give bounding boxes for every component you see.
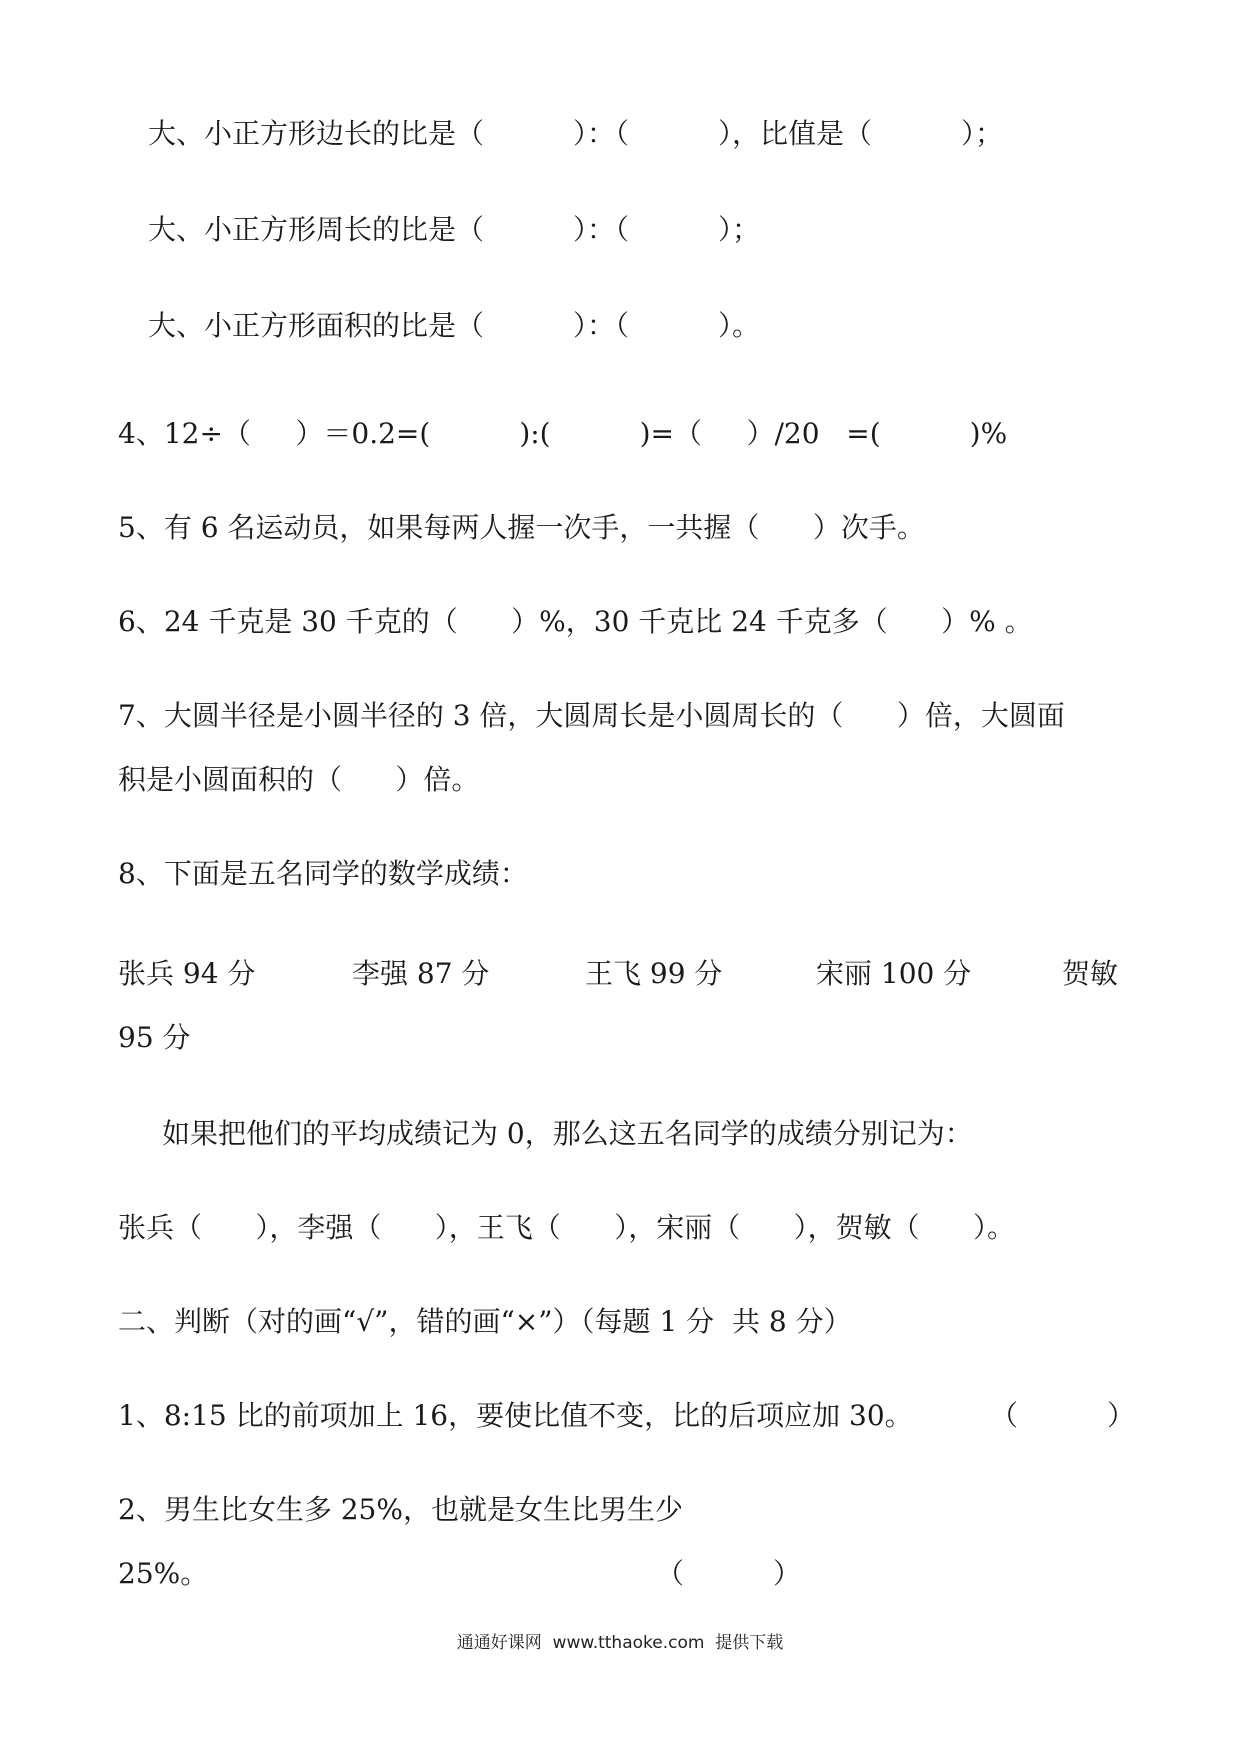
judge-item-1-answer-blank: （ ） xyxy=(990,1399,1136,1432)
q8-score: 王飞 99 分 xyxy=(585,957,723,990)
q7-line-a: 7、大圆半径是小圆半径的 3 倍，大圆周长是小圆周长的（ ）倍，大圆面 xyxy=(118,699,1065,732)
q6: 6、24 千克是 30 千克的（ ）%，30 千克比 24 千克多（ ）% 。 xyxy=(118,605,1033,638)
q8-intro: 8、下面是五名同学的数学成绩： xyxy=(118,857,528,890)
judge-item-2-line-b: 25%。 xyxy=(118,1557,209,1590)
q8-score: 张兵 94 分 xyxy=(118,957,256,990)
q4: 4、12÷（ ）＝0.2=( ):( )=（ ）/20 =( )% xyxy=(118,417,1008,450)
footer-credit: 通通好课网 www.tthaoke.com 提供下载 xyxy=(456,1633,784,1653)
q8-score: 李强 87 分 xyxy=(352,957,490,990)
q5: 5、有 6 名运动员，如果每两人握一次手，一共握（ ）次手。 xyxy=(118,511,925,544)
q3-area-ratio: 大、小正方形面积的比是（ ）：（ ）。 xyxy=(148,309,761,342)
q8-score-wrap: 95 分 xyxy=(118,1021,191,1054)
judge-item-2-answer-blank: （ ） xyxy=(656,1557,802,1590)
q8-instruction: 如果把他们的平均成绩记为 0，那么这五名同学的成绩分别记为： xyxy=(162,1117,973,1150)
q8-score: 宋丽 100 分 xyxy=(816,957,972,990)
q8-score: 贺敏 xyxy=(1062,957,1119,990)
q3-perimeter-ratio: 大、小正方形周长的比是（ ）：（ ）； xyxy=(148,213,761,246)
judge-item-2-line-a: 2、男生比女生多 25%，也就是女生比男生少 xyxy=(118,1493,683,1526)
q3-side-ratio: 大、小正方形边长的比是（ ）：（ ），比值是（ ）； xyxy=(148,117,1004,150)
q8-answer-blanks: 张兵（ ），李强（ ），王飞（ ），宋丽（ ），贺敏（ ）。 xyxy=(118,1211,1016,1244)
q7-line-b: 积是小圆面积的（ ）倍。 xyxy=(118,763,480,796)
judge-item-1: 1、8:15 比的前项加上 16，要使比值不变，比的后项应加 30。 xyxy=(118,1399,913,1432)
section-heading: 二、判断（对的画“√”，错的画“×”）（每题 1 分 共 8 分） xyxy=(118,1305,852,1338)
